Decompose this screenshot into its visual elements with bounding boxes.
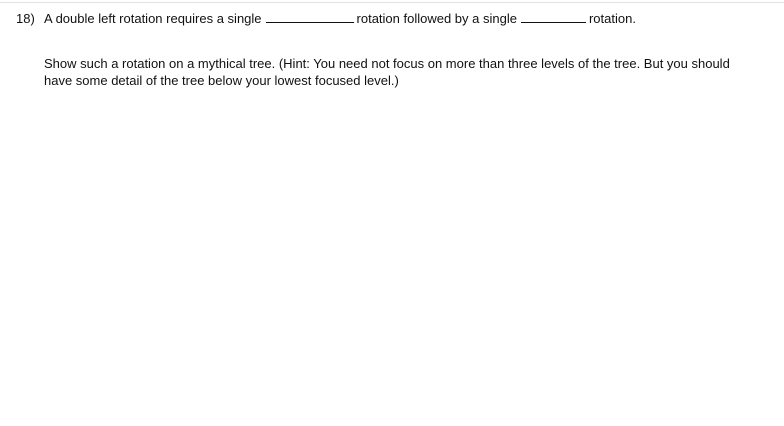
question-18 — [16, 11, 636, 27]
question-number: 18) — [16, 11, 35, 26]
question-text-part-1: A double left rotation requires a single — [44, 11, 262, 26]
answer-blank-2[interactable] — [521, 11, 586, 23]
answer-blank-1[interactable] — [266, 11, 354, 23]
rotation-instructions: Show such a rotation on a mythical tree. (Hint: You need not focus on more than three levels of the tree. But you should have some detail of the tree below your lowest focused level.) — [44, 56, 730, 88]
question-text-part-2: rotation followed by a single — [356, 11, 517, 26]
question-text-part-3: rotation. — [588, 11, 636, 26]
page-top-divider — [0, 2, 784, 3]
answer-work-area[interactable] — [44, 100, 754, 410]
